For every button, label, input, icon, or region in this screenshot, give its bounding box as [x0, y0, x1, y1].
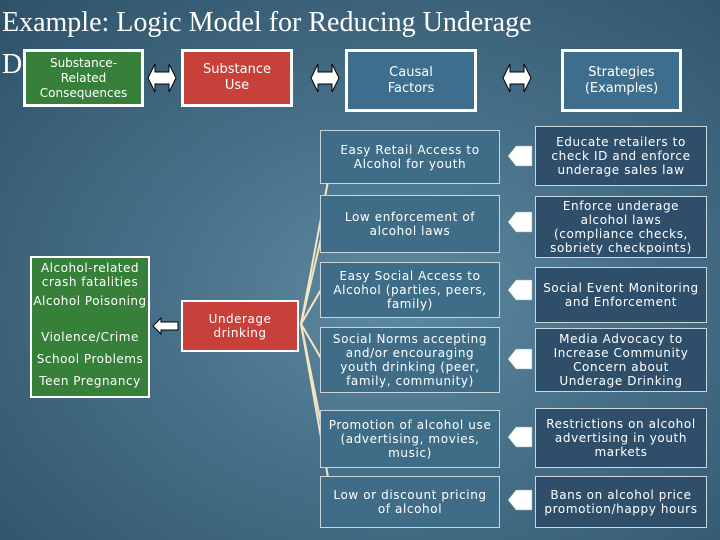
causal-factor-box: Low enforcement of alcohol laws: [320, 195, 500, 253]
causal-factor-box: Easy Social Access to Alcohol (parties, peers, family): [320, 262, 500, 318]
strategy-box: Educate retailers to check ID and enforce underage sales law: [535, 126, 707, 186]
left-arrow-icon: [153, 318, 178, 334]
header-causal-factors: Causal Factors: [345, 49, 477, 112]
left-arrow-icon: [508, 490, 532, 510]
double-arrow-icon: [311, 64, 339, 92]
header-strategies: Strategies (Examples): [561, 49, 682, 112]
header-consequences: Substance- Related Consequences: [23, 49, 144, 107]
double-arrow-icon: [503, 64, 531, 92]
strategy-box: Bans on alcohol price promotion/happy hours: [535, 476, 707, 528]
consequences-panel: [30, 256, 150, 398]
causal-factor-box: Low or discount pricing of alcohol: [320, 476, 500, 528]
double-arrow-icon: [148, 64, 176, 92]
causal-factor-box: Easy Retail Access to Alcohol for youth: [320, 130, 500, 184]
title-line-1: Example: Logic Model for Reducing Underage: [2, 7, 532, 38]
consequence-item: Alcohol-related crash fatalities: [40, 261, 140, 289]
strategy-box: Enforce underage alcohol laws (compliance checks, sobriety checkpoints): [535, 196, 707, 258]
strategy-box: Social Event Monitoring and Enforcement: [535, 267, 707, 323]
causal-factor-box: Social Norms accepting and/or encouraging youth drinking (peer, family, community): [320, 327, 500, 393]
left-arrow-icon: [508, 212, 532, 232]
left-arrow-icon: [508, 349, 532, 369]
left-arrow-icon: [508, 427, 532, 447]
consequence-item: Violence/Crime: [41, 330, 139, 344]
left-arrow-icon: [508, 146, 532, 166]
underage-drinking-box: Underage drinking: [181, 300, 299, 352]
strategy-box: Media Advocacy to Increase Community Concern about Underage Drinking: [535, 328, 707, 392]
consequence-item: School Problems: [36, 352, 144, 366]
consequence-item: Alcohol Poisoning: [33, 294, 147, 308]
causal-factor-box: Promotion of alcohol use (advertising, movies, music): [320, 410, 500, 468]
left-arrow-icon: [508, 280, 532, 300]
strategy-box: Restrictions on alcohol advertising in youth markets: [535, 408, 707, 468]
consequence-item: Teen Pregnancy: [39, 374, 141, 388]
title-line-2: D: [2, 49, 23, 80]
header-substance-use: Substance Use: [181, 49, 293, 107]
